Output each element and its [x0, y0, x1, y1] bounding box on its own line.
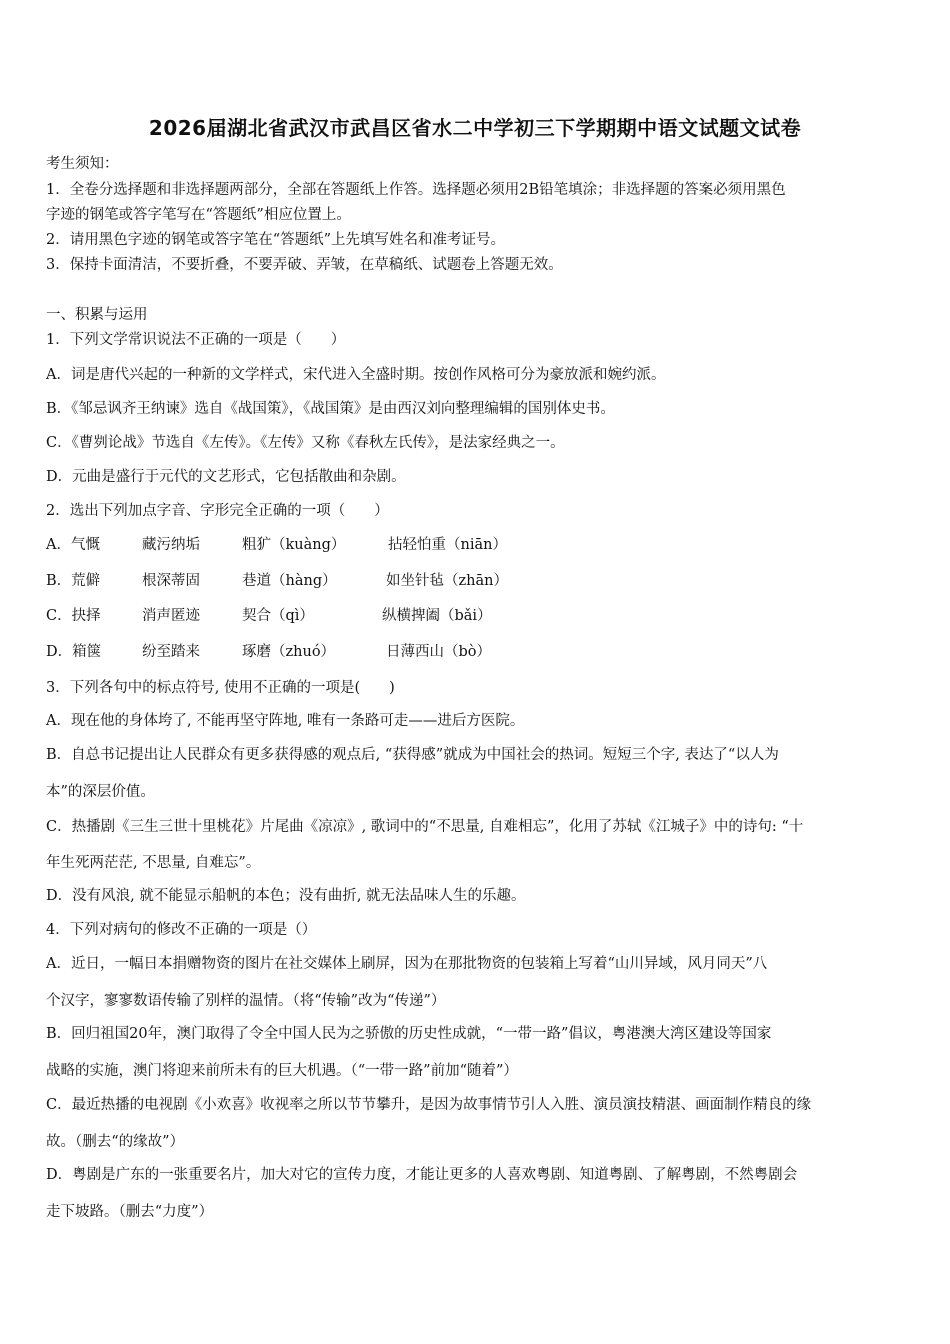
- option-word: 拈轻怕重（niān）: [388, 537, 507, 553]
- question-4-stem: 4．下列对病句的修改不正确的一项是（）: [46, 922, 317, 938]
- question-4-option-a-cont: 个汉字，寥寥数语传输了别样的温情。（将“传输”改为“传递”）: [46, 993, 446, 1009]
- option-word: 纷至踏来: [142, 644, 200, 660]
- option-word: 消声匿迹: [142, 608, 200, 624]
- question-4-option-b: B．回归祖国20年，澳门取得了令全中国人民为之骄傲的历史性成就，“一带一路”倡议，粤港澳大湾区建设等国家: [46, 1026, 772, 1042]
- question-4-option-d: D．粤剧是广东的一张重要名片，加大对它的宣传力度，才能让更多的人喜欢粤剧、知道粤剧、了解粤剧，不然粤剧会: [46, 1167, 798, 1183]
- question-3-option-b-cont: 本”的深层价值。: [46, 784, 155, 800]
- question-1-option-c: C．《曹刿论战》节选自《左传》。《左传》又称《春秋左氏传》，是法家经典之一。: [46, 435, 565, 451]
- option-word: 契合（qì）: [242, 608, 314, 624]
- option-word: 根深蒂固: [142, 573, 200, 589]
- question-4-option-b-cont: 战略的实施，澳门将迎来前所未有的巨大机遇。（“一带一路”前加“随着”）: [46, 1063, 518, 1079]
- exam-title: 2026届湖北省武汉市武昌区省水二中学初三下学期期中语文试题文试卷: [148, 116, 802, 140]
- option-word: 粗犷（kuàng）: [242, 537, 346, 553]
- question-3-option-d: D．没有风浪, 就不能显示船帆的本色；没有曲折, 就无法品味人生的乐趣。: [46, 888, 526, 904]
- question-1-option-d: D．元曲是盛行于元代的文艺形式，它包括散曲和杂剧。: [46, 469, 406, 485]
- question-2-stem: 2．选出下列加点字音、字形完全正确的一项（ ）: [46, 503, 389, 519]
- question-1-option-a: A．词是唐代兴起的一种新的文学样式，宋代进入全盛时期。按创作风格可分为豪放派和婉约派。: [46, 367, 666, 383]
- section-heading: 一、积累与运用: [46, 307, 148, 323]
- option-word: D．箱箧: [46, 644, 102, 660]
- option-word: 巷道（hàng）: [242, 573, 337, 589]
- option-word: B．荒僻: [46, 573, 101, 589]
- notice-line: 字迹的钢笔或答字笔写在“答题纸”相应位置上。: [46, 207, 351, 223]
- question-4-option-a: A．近日，一幅日本捐赠物资的图片在社交媒体上刷屏，因为在那批物资的包装箱上写着“山川异域，风月同天”八: [46, 956, 768, 972]
- option-word: 如坐针毡（zhān）: [386, 573, 508, 589]
- option-word: 日薄西山（bò）: [386, 644, 492, 660]
- option-word: 藏污纳垢: [142, 537, 200, 553]
- notice-line: 2．请用黑色字迹的钢笔或答字笔在“答题纸”上先填写姓名和准考证号。: [46, 232, 506, 248]
- question-1-stem: 1．下列文学常识说法不正确的一项是（ ）: [46, 332, 346, 348]
- question-3-option-c-cont: 年生死两茫茫, 不思量, 自难忘”。: [46, 855, 261, 871]
- option-word: 琢磨（zhuó）: [242, 644, 336, 660]
- question-3-stem: 3．下列各句中的标点符号, 使用不正确的一项是( ): [46, 680, 395, 696]
- question-3-option-c: C．热播剧《三生三世十里桃花》片尾曲《凉凉》, 歌词中的“不思量, 自难相忘”，化用了苏轼《江城子》中的诗句: “十: [46, 819, 804, 835]
- question-4-option-d-cont: 走下坡路。（删去“力度”）: [46, 1204, 214, 1220]
- option-word: 纵横捭阖（bǎi）: [382, 608, 492, 624]
- question-3-option-b: B．自总书记提出让人民群众有更多获得感的观点后, “获得感”就成为中国社会的热词。短短三个字, 表达了“以人为: [46, 747, 779, 763]
- question-4-option-c: C．最近热播的电视剧《小欢喜》收视率之所以节节攀升，是因为故事情节引人入胜、演员演技精湛、画面制作精良的缘: [46, 1097, 812, 1113]
- option-word: C．抉择: [46, 608, 101, 624]
- question-1-option-b: B．《邹忌讽齐王纳谏》选自《战国策》，《战国策》是由西汉刘向整理编辑的国别体史书。: [46, 401, 615, 417]
- question-4-option-c-cont: 故。（删去“的缘故”）: [46, 1134, 185, 1150]
- notice-line: 1．全卷分选择题和非选择题两部分，全部在答题纸上作答。选择题必须用2B铅笔填涂；非选择题的答案必须用黑色: [46, 182, 786, 198]
- notice-heading: 考生须知：: [46, 156, 119, 172]
- question-3-option-a: A．现在他的身体垮了, 不能再坚守阵地, 唯有一条路可走——进后方医院。: [46, 713, 525, 729]
- option-word: A．气慨: [46, 537, 100, 553]
- notice-line: 3．保持卡面清洁，不要折叠，不要弄破、弄皱，在草稿纸、试题卷上答题无效。: [46, 257, 563, 273]
